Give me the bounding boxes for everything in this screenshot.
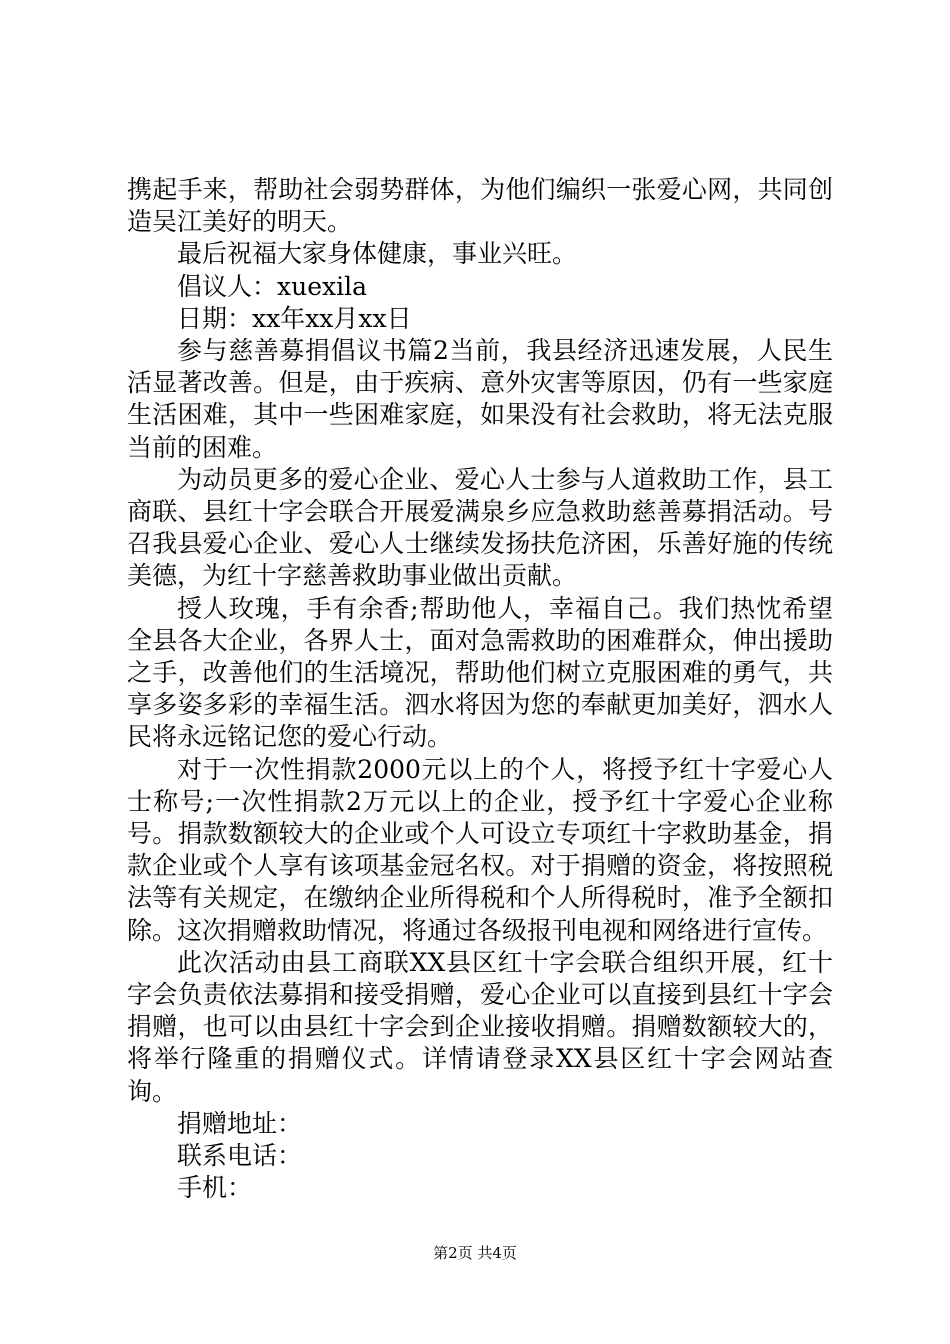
paragraph: 最后祝福大家身体健康，事业兴旺。 bbox=[177, 239, 578, 269]
paragraph: 此次活动由县工商联XX县区红十字会联合组织开展，红十字会负责依法募捐和接受捐赠，爱心企业可以直接到县红十字会捐赠，也可以由县红十字会到企业接收捐赠。捐赠数额较大的，将举行隆重的捐赠仪式。详情请登录XX县区红十字会网站查询。 bbox=[127, 947, 833, 1106]
paragraph: 授人玫瑰，手有余香;帮助他人，幸福自己。我们热忱希望全县各大企业，各界人士，面对急需救助的困难群众，伸出援助之手，改善他们的生活境况，帮助他们树立克服困难的勇气，共享多姿多彩的幸福生活。泗水将因为您的奉献更加美好，泗水人民将永远铭记您的爱心行动。 bbox=[127, 593, 833, 752]
paragraph: 捐赠地址： bbox=[177, 1108, 303, 1138]
page-number-footer: 第2页 共4页 bbox=[433, 1244, 517, 1262]
paragraph: 参与慈善募捐倡议书篇2当前，我县经济迅速发展，人民生活显著改善。但是，由于疾病、意外灾害等原因，仍有一些家庭生活困难，其中一些困难家庭，如果没有社会救助，将无法克服当前的困难。 bbox=[127, 336, 833, 462]
document-body bbox=[127, 174, 833, 1205]
paragraph: 对于一次性捐款2000元以上的个人，将授予红十字爱心人士称号;一次性捐款2万元以上的企业，授予红十字爱心企业称号。捐款数额较大的企业或个人可设立专项红十字救助基金，捐款企业或个人享有该项基金冠名权。对于捐赠的资金，将按照税法等有关规定，在缴纳企业所得税和个人所得税时，准予全额扣除。这次捐赠救助情况，将通过各级报刊电视和网络进行宣传。 bbox=[127, 754, 833, 945]
paragraph: 日期：xx年xx月xx日 bbox=[177, 303, 412, 333]
paragraph: 为动员更多的爱心企业、爱心人士参与人道救助工作，县工商联、县红十字会联合开展爱满泉乡应急救助慈善募捐活动。号召我县爱心企业、爱心人士继续发扬扶危济困，乐善好施的传统美德，为红十字慈善救助事业做出贡献。 bbox=[127, 464, 833, 591]
paragraph: 携起手来，帮助社会弱势群体，为他们编织一张爱心网，共同创造吴江美好的明天。 bbox=[127, 175, 833, 237]
paragraph: 联系电话： bbox=[177, 1141, 303, 1171]
paragraph: 倡议人：xuexila bbox=[177, 271, 367, 301]
paragraph: 手机： bbox=[177, 1173, 253, 1203]
